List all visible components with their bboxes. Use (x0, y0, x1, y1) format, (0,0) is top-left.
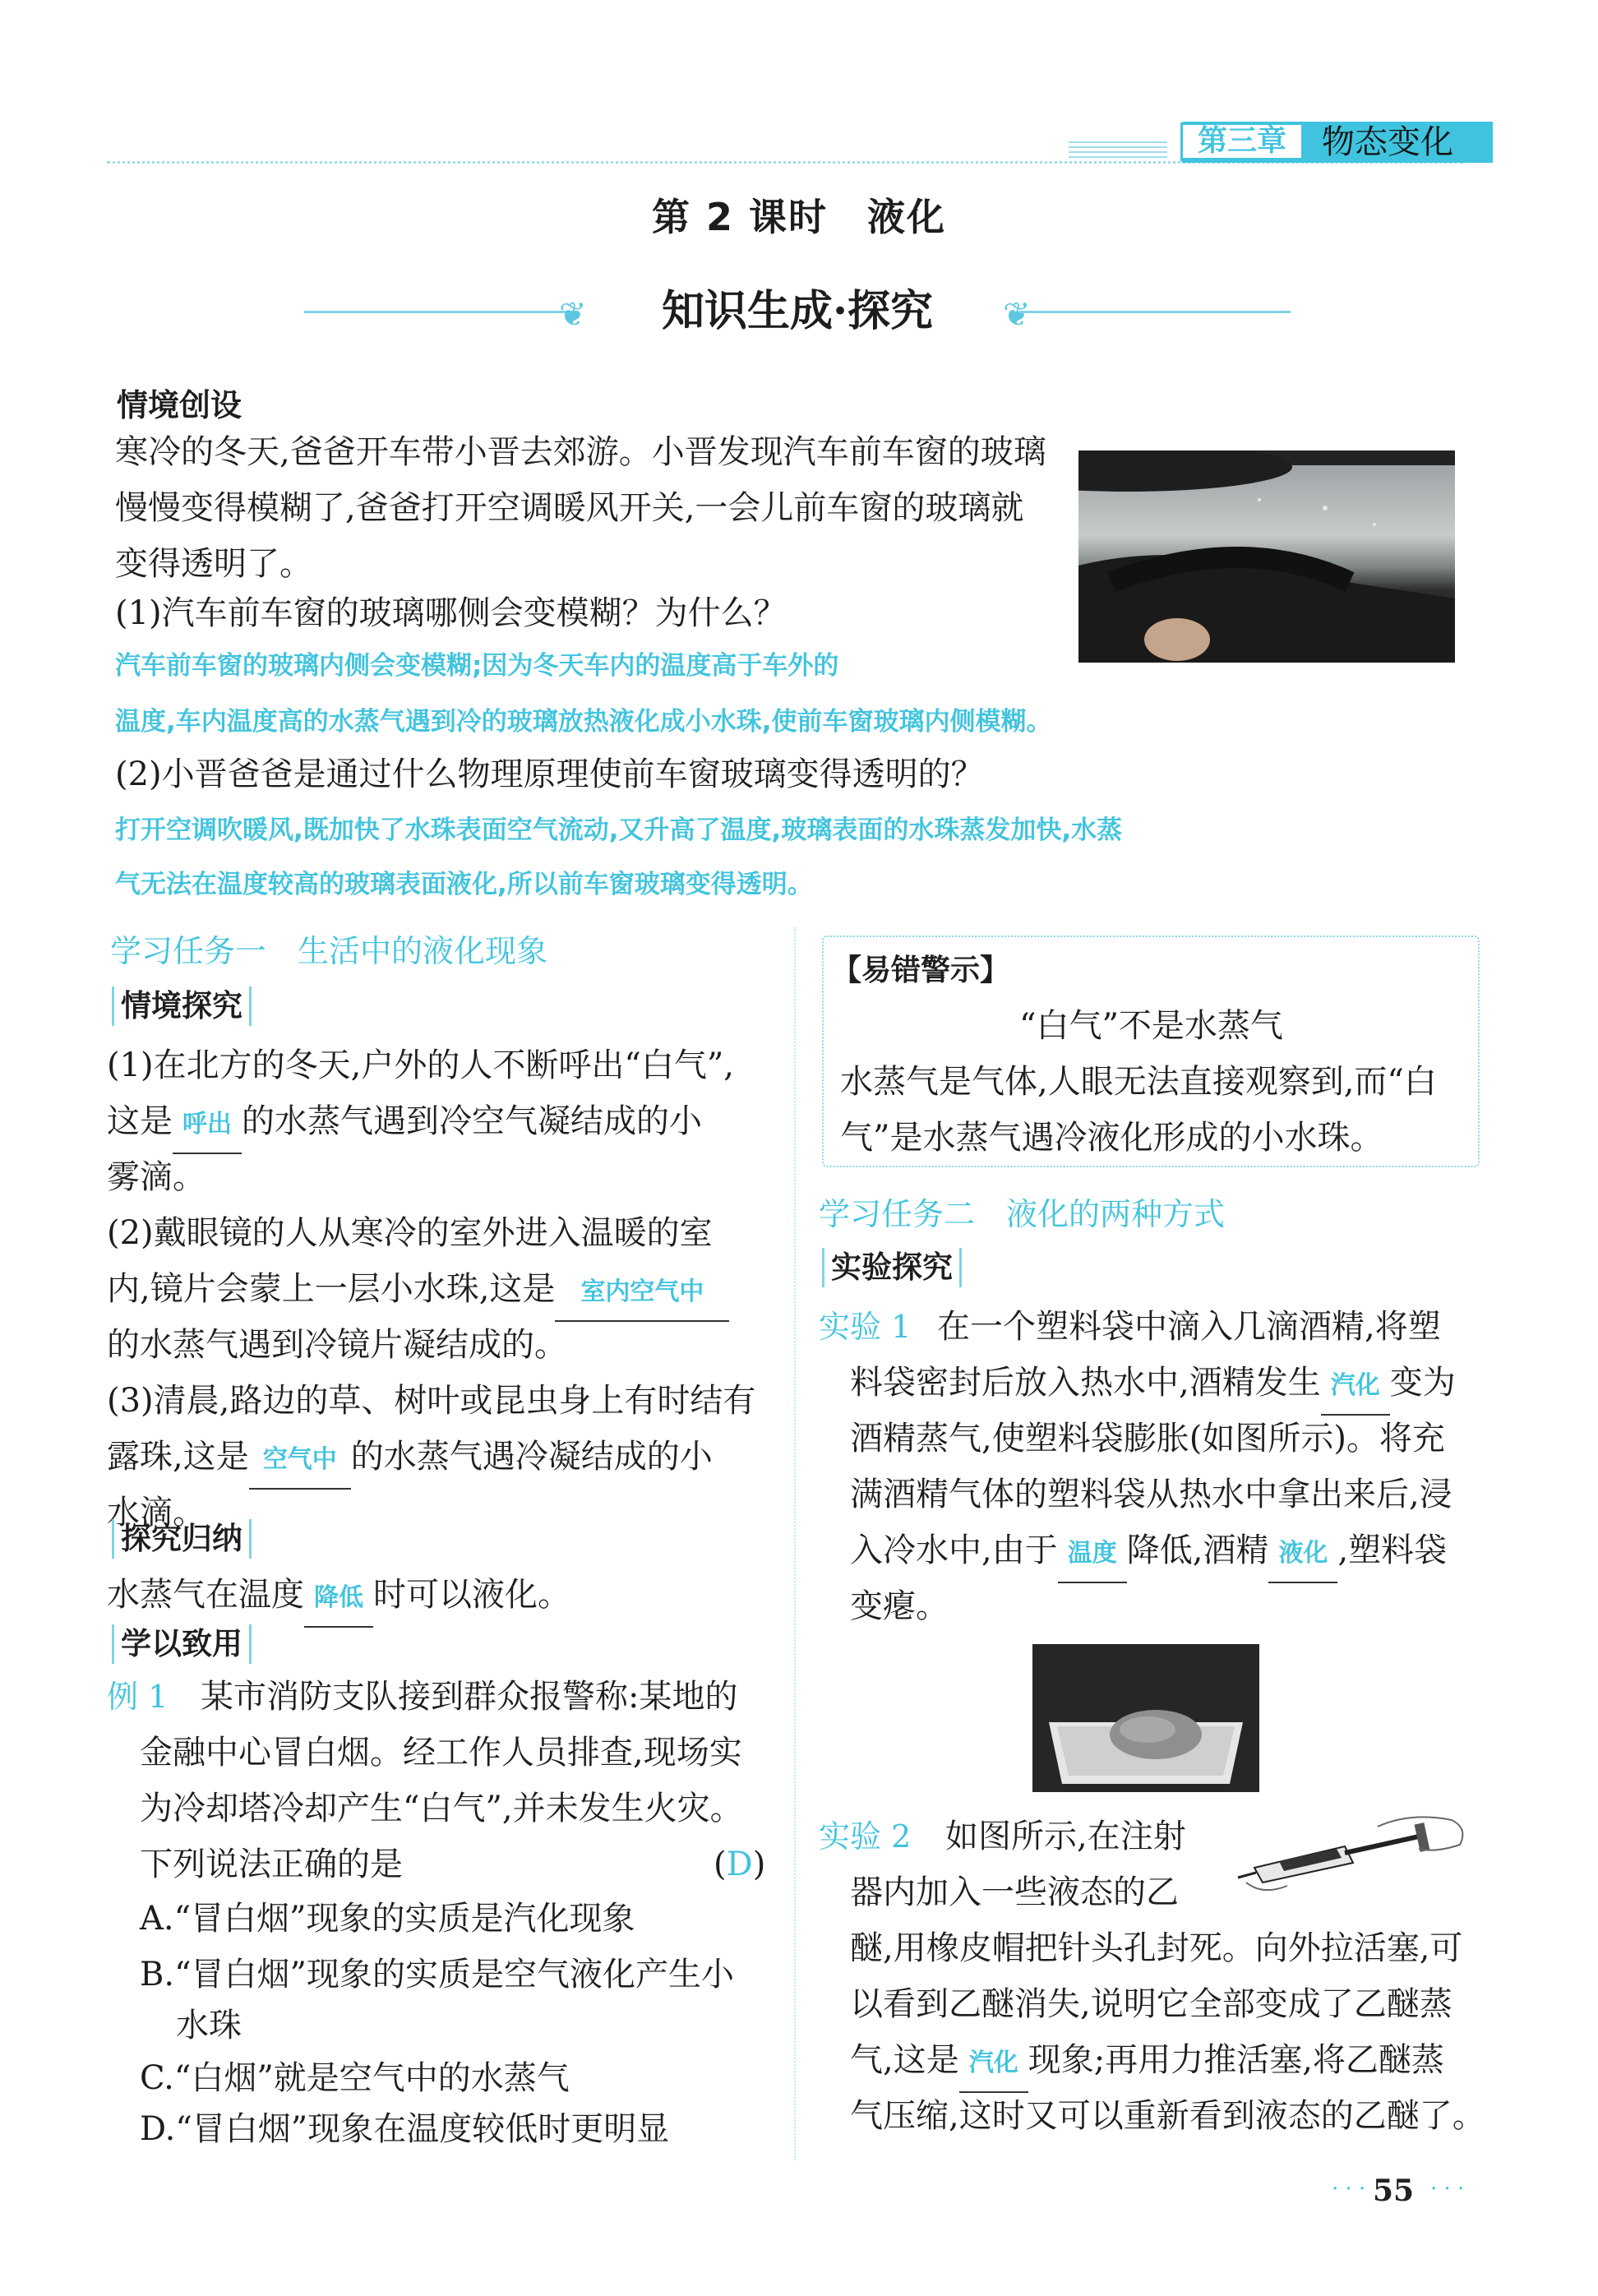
text: 现象;再用力推活塞,将乙醚蒸 (1028, 2041, 1444, 2079)
chapter-title: 物态变化 (1322, 123, 1453, 161)
task1-p3-line-2 (107, 1429, 713, 1490)
question-1: (1)汽车前车窗的玻璃哪侧会变模糊？为什么？ (115, 594, 787, 632)
text: 露珠,这是 (107, 1438, 249, 1476)
exp2-line-2: 器内加入一些液态的乙 (850, 1873, 1179, 1911)
example-line-2: 金融中心冒白烟。经工作人员排查,现场实 (140, 1734, 742, 1772)
column-divider (794, 927, 796, 2160)
task1-p2-line-3: 的水蒸气遇到冷镜片凝结成的。 (107, 1326, 567, 1364)
blank-answer: 汽化 (1330, 1371, 1380, 1400)
fill-blank (173, 1093, 242, 1154)
warning-subtitle: “白气”不是水蒸气 (1019, 1007, 1283, 1045)
text: 料袋密封后放入热水中,酒精发生 (850, 1364, 1321, 1402)
scenario-line-1: 寒冷的冬天,爸爸开车带小晋去郊游。小晋发现汽车前车窗的玻璃 (115, 433, 1046, 471)
option-b: B.“冒白烟”现象的实质是空气液化产生小 (140, 1956, 735, 1993)
text: 时可以液化。 (373, 1576, 570, 1614)
banner-line-left (304, 311, 575, 313)
fill-blank (1268, 1522, 1337, 1583)
task1-title: 学习任务一 生活中的液化现象 (110, 933, 548, 969)
exp1-line-3: 酒精蒸气,使塑料袋膨胀(如图所示)。将充 (850, 1420, 1445, 1458)
text: 入冷水中,由于 (850, 1531, 1058, 1569)
example-label: 例 1 (107, 1679, 169, 1715)
example-line-1: 某市消防支队接到群众报警称:某地的 (201, 1678, 738, 1716)
task1-p1-line-2 (107, 1093, 702, 1154)
blank-answer: 液化 (1278, 1539, 1328, 1568)
answer-1-line-2: 温度,车内温度高的水蒸气遇到冷的玻璃放热液化成小水珠,使前车窗玻璃内侧模糊。 (115, 707, 1052, 737)
text: ,塑料袋 (1337, 1531, 1448, 1569)
plastic-bag-photo (1032, 1644, 1259, 1792)
option-a: A.“冒白烟”现象的实质是汽化现象 (140, 1900, 635, 1938)
exp2-line-4: 以看到乙醚消失,说明它全部变成了乙醚蒸 (850, 1985, 1453, 2023)
option-c: C.“白烟”就是空气中的水蒸气 (140, 2059, 570, 2097)
fill-blank (1058, 1522, 1127, 1583)
chapter-label: 第三章 (1180, 122, 1304, 160)
syringe-illustration (1230, 1804, 1476, 1901)
exp1-line-1: 在一个塑料袋中滴入几滴酒精,将塑 (937, 1308, 1441, 1346)
answer-letter: D (726, 1846, 753, 1883)
task1-p2-line-2 (107, 1261, 729, 1322)
ornament-left-icon: ❦ (559, 296, 587, 334)
text: 水蒸气在温度 (107, 1576, 304, 1614)
blank-answer: 室内空气中 (580, 1277, 704, 1306)
warning-line-2: 气”是水蒸气遇冷液化形成的小水珠。 (840, 1119, 1383, 1157)
exp1-line-5 (850, 1522, 1447, 1583)
scenario-line-3: 变得透明了。 (115, 545, 312, 583)
warning-line-1: 水蒸气是气体,人眼无法直接观察到,而“白 (840, 1063, 1437, 1101)
text: 降低,酒精 (1126, 1531, 1269, 1569)
blank-answer: 温度 (1067, 1539, 1117, 1568)
blank-answer: 降低 (314, 1583, 363, 1612)
example-answer: (D) (714, 1846, 766, 1883)
car-windshield-photo (1078, 450, 1455, 663)
text: 的水蒸气遇到冷空气凝结成的小 (242, 1102, 702, 1140)
blank-answer: 呼出 (182, 1110, 232, 1139)
text: 气,这是 (850, 2041, 959, 2079)
text: 这是 (107, 1102, 173, 1140)
fill-blank (249, 1429, 351, 1490)
example-line-4: 下列说法正确的是 (140, 1846, 403, 1883)
fill-blank (555, 1261, 729, 1322)
warning-heading: 【易错警示】 (832, 954, 1010, 987)
task2-title: 学习任务二 液化的两种方式 (819, 1196, 1226, 1232)
exp2-line-1: 如图所示,在注射 (945, 1818, 1186, 1855)
section-banner: 知识生成·探究 (661, 286, 934, 336)
fill-blank (1321, 1355, 1390, 1416)
banner-line-right (1019, 311, 1291, 313)
scenario-heading: 情境创设 (117, 387, 242, 423)
text: 的水蒸气遇冷凝结成的小 (350, 1438, 713, 1476)
blank-answer: 汽化 (968, 2049, 1018, 2077)
blank-answer: 空气中 (262, 1445, 337, 1474)
lesson-title: 第 2 课时 液化 (651, 195, 947, 239)
page-number-decoration-left: · · · (1332, 2177, 1366, 2201)
exp1-line-2 (850, 1355, 1456, 1416)
summary-line (107, 1567, 570, 1628)
fill-blank (304, 1567, 373, 1628)
option-d: D.“冒白烟”现象在温度较低时更明显 (140, 2110, 670, 2148)
question-2: (2)小晋爸爸是通过什么物理原理使前车窗玻璃变得透明的？ (115, 755, 984, 793)
task1-p2-line-1: (2)戴眼镜的人从寒冷的室外进入温暖的室 (107, 1214, 713, 1252)
ornament-right-icon: ❦ (1003, 296, 1031, 334)
exp1-line-6: 变瘪。 (850, 1587, 949, 1625)
text: 变为 (1389, 1364, 1456, 1402)
header-decoration (1069, 138, 1167, 158)
example-line-3: 为冷却塔冷却产生“白气”,并未发生火灾。 (140, 1790, 743, 1827)
answer-2-line-2: 气无法在温度较高的玻璃表面液化,所以前车窗玻璃变得透明。 (115, 870, 813, 899)
exp1-line-4: 满酒精气体的塑料袋从热水中拿出来后,浸 (850, 1476, 1453, 1513)
answer-2-line-1: 打开空调吹暖风,既加快了水珠表面空气流动,又升高了温度,玻璃表面的水珠蒸发加快,水蒸 (115, 815, 1123, 845)
tag-apply: 学以致用 (112, 1624, 252, 1664)
task1-p1-line-1: (1)在北方的冬天,户外的人不断呼出“白气”, (107, 1046, 734, 1084)
tag-experiment: 实验探究 (822, 1248, 962, 1287)
fill-blank (959, 2032, 1028, 2093)
option-b-cont: 水珠 (176, 2007, 242, 2044)
page-number-decoration-right: · · · (1430, 2177, 1465, 2201)
task1-p1-line-3: 雾滴。 (107, 1158, 206, 1196)
exp2-line-6: 气压缩,这时又可以重新看到液态的乙醚了。 (850, 2097, 1485, 2135)
text: 内,镜片会蒙上一层小水珠,这是 (107, 1270, 556, 1308)
exp1-label: 实验 1 (819, 1309, 912, 1345)
tag-summary: 探究归纳 (112, 1519, 252, 1559)
scenario-line-2: 慢慢变得模糊了,爸爸打开空调暖风开关,一会儿前车窗的玻璃就 (115, 489, 1024, 527)
tag-scenario-explore: 情境探究 (112, 986, 252, 1026)
page-number: 55 (1373, 2174, 1415, 2208)
exp2-label: 实验 2 (819, 1818, 912, 1855)
answer-1-line-1: 汽车前车窗的玻璃内侧会变模糊;因为冬天车内的温度高于车外的 (115, 651, 839, 681)
exp2-line-3: 醚,用橡皮帽把针头孔封死。向外拉活塞,可 (850, 1929, 1463, 1967)
exp2-line-5 (850, 2032, 1444, 2093)
task1-p3-line-1: (3)清晨,路边的草、树叶或昆虫身上有时结有 (107, 1382, 756, 1420)
task1-p3-line-3: 水滴。 (107, 1494, 206, 1531)
